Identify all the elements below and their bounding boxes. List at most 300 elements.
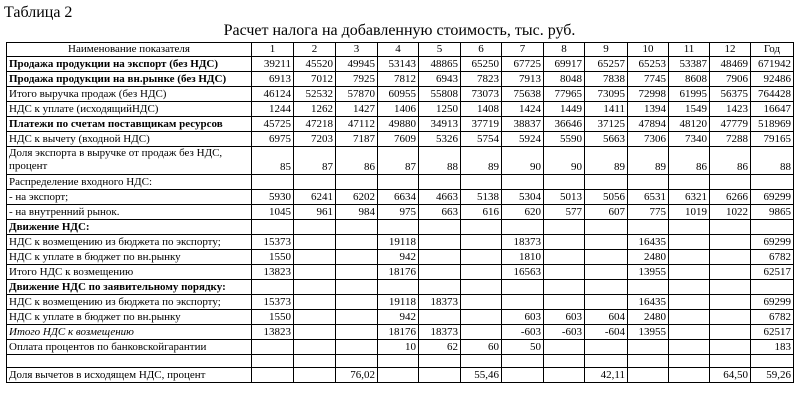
- table-cell: [669, 175, 710, 190]
- table-cell: [419, 175, 461, 190]
- table-cell: [419, 368, 461, 383]
- table-cell: [710, 355, 751, 368]
- table-cell: 984: [336, 205, 378, 220]
- table-cell: [751, 220, 794, 235]
- table-cell: 85: [252, 147, 294, 175]
- table-cell: [751, 355, 794, 368]
- table-row: [7, 87, 794, 102]
- table-row: [7, 295, 794, 310]
- row-label: Платежи по счетам поставщикам ресурсов: [7, 117, 252, 132]
- table-cell: 942: [378, 310, 419, 325]
- row-label: Итого НДС к возмещению: [7, 325, 252, 340]
- row-label: НДС к возмещению из бюджета по экспорту;: [7, 295, 252, 310]
- table-cell: 90: [544, 147, 585, 175]
- table-cell: 34913: [419, 117, 461, 132]
- table-cell: [628, 280, 669, 295]
- table-cell: [252, 340, 294, 355]
- table-cell: 16435: [628, 295, 669, 310]
- row-label: Продажа продукции на экспорт (без НДС): [7, 57, 252, 72]
- table-cell: 13955: [628, 325, 669, 340]
- table-cell: 5013: [544, 190, 585, 205]
- table-cell: 620: [502, 205, 544, 220]
- table-cell: 47112: [336, 117, 378, 132]
- table-cell: [751, 280, 794, 295]
- row-label: Итого выручка продаж (без НДС): [7, 87, 252, 102]
- table-cell: 6241: [294, 190, 336, 205]
- table-cell: 86: [669, 147, 710, 175]
- table-cell: 57870: [336, 87, 378, 102]
- table-cell: [544, 220, 585, 235]
- table-cell: 88: [751, 147, 794, 175]
- table-cell: 36646: [544, 117, 585, 132]
- table-cell: 961: [294, 205, 336, 220]
- table-row: [7, 72, 794, 87]
- table-cell: 671942: [751, 57, 794, 72]
- table-cell: [544, 295, 585, 310]
- table-row: [7, 205, 794, 220]
- table-cell: 5056: [585, 190, 628, 205]
- row-label: - на внутренний рынок.: [7, 205, 252, 220]
- row-label: Оплата процентов по банковскойгарантии: [7, 340, 252, 355]
- table-caption: Таблица 2: [4, 4, 73, 21]
- table-cell: [336, 355, 378, 368]
- table-cell: 604: [585, 310, 628, 325]
- table-cell: 37719: [461, 117, 502, 132]
- table-cell: 183: [751, 340, 794, 355]
- table-cell: 16435: [628, 235, 669, 250]
- header-col: 4: [378, 43, 419, 57]
- table-cell: 1411: [585, 102, 628, 117]
- table-cell: -603: [544, 325, 585, 340]
- table-cell: [378, 175, 419, 190]
- table-cell: 5590: [544, 132, 585, 147]
- table-cell: 7925: [336, 72, 378, 87]
- header-col: 10: [628, 43, 669, 57]
- table-cell: [544, 235, 585, 250]
- table-cell: 50: [502, 340, 544, 355]
- table-cell: [710, 310, 751, 325]
- table-cell: 60: [461, 340, 502, 355]
- table-cell: [419, 355, 461, 368]
- table-cell: [710, 265, 751, 280]
- table-cell: [294, 235, 336, 250]
- table-cell: [461, 355, 502, 368]
- table-cell: 1262: [294, 102, 336, 117]
- table-cell: 7745: [628, 72, 669, 87]
- table-cell: [585, 355, 628, 368]
- row-label: НДС к возмещению из бюджета по экспорту;: [7, 235, 252, 250]
- table-cell: 1810: [502, 250, 544, 265]
- table-cell: [294, 355, 336, 368]
- table-cell: 18176: [378, 325, 419, 340]
- table-cell: [710, 250, 751, 265]
- table-cell: 1549: [669, 102, 710, 117]
- table-cell: [252, 220, 294, 235]
- table-cell: 1550: [252, 250, 294, 265]
- table-cell: 72998: [628, 87, 669, 102]
- table-cell: 1424: [502, 102, 544, 117]
- table-cell: 89: [461, 147, 502, 175]
- table-cell: [710, 295, 751, 310]
- table-cell: [669, 295, 710, 310]
- table-cell: [461, 265, 502, 280]
- table-cell: [336, 175, 378, 190]
- table-cell: 52532: [294, 87, 336, 102]
- table-cell: [669, 280, 710, 295]
- table-cell: [502, 295, 544, 310]
- table-cell: 19118: [378, 235, 419, 250]
- row-label: Доля экспорта в выручке от продаж без НДС, процент: [7, 147, 252, 175]
- table-cell: [252, 175, 294, 190]
- table-row: [7, 325, 794, 340]
- table-cell: 87: [378, 147, 419, 175]
- table-cell: [378, 368, 419, 383]
- table-cell: [710, 280, 751, 295]
- table-cell: [710, 325, 751, 340]
- table-cell: [544, 175, 585, 190]
- table-cell: 6943: [419, 72, 461, 87]
- table-cell: 15373: [252, 235, 294, 250]
- table-cell: [585, 265, 628, 280]
- table-cell: 2480: [628, 310, 669, 325]
- table-cell: 37125: [585, 117, 628, 132]
- table-cell: [461, 280, 502, 295]
- table-cell: 663: [419, 205, 461, 220]
- header-row: [7, 43, 794, 57]
- table-cell: 616: [461, 205, 502, 220]
- table-cell: [585, 280, 628, 295]
- table-cell: [710, 220, 751, 235]
- table-cell: 6634: [378, 190, 419, 205]
- table-cell: 1427: [336, 102, 378, 117]
- table-row: [7, 190, 794, 205]
- table-cell: [419, 250, 461, 265]
- table-cell: 9865: [751, 205, 794, 220]
- table-cell: -604: [585, 325, 628, 340]
- table-cell: 86: [336, 147, 378, 175]
- table-cell: [336, 220, 378, 235]
- table-cell: [710, 175, 751, 190]
- table-cell: 89: [585, 147, 628, 175]
- table-cell: [461, 325, 502, 340]
- table-row: [7, 310, 794, 325]
- table-cell: 45520: [294, 57, 336, 72]
- row-label: [7, 355, 252, 368]
- table-cell: [294, 250, 336, 265]
- table-cell: 18176: [378, 265, 419, 280]
- table-cell: 8608: [669, 72, 710, 87]
- table-cell: [336, 295, 378, 310]
- table-cell: 73095: [585, 87, 628, 102]
- table-cell: [502, 355, 544, 368]
- table-cell: [336, 325, 378, 340]
- table-cell: [544, 280, 585, 295]
- table-cell: 18373: [419, 295, 461, 310]
- table-cell: 53143: [378, 57, 419, 72]
- table-row: [7, 368, 794, 383]
- table-cell: [710, 235, 751, 250]
- row-label: НДС к уплате (исходящийНДС): [7, 102, 252, 117]
- table-cell: 47894: [628, 117, 669, 132]
- table-cell: [419, 280, 461, 295]
- row-label: Движение НДС по заявительному порядку:: [7, 280, 252, 295]
- table-cell: [669, 265, 710, 280]
- table-row: [7, 175, 794, 190]
- table-cell: 6782: [751, 250, 794, 265]
- table-cell: 1449: [544, 102, 585, 117]
- table-cell: [336, 280, 378, 295]
- row-label: НДС к уплате в бюджет по вн.рынку: [7, 250, 252, 265]
- row-label: Продажа продукции на вн.рынке (без НДС): [7, 72, 252, 87]
- table-cell: [669, 250, 710, 265]
- table-cell: 7340: [669, 132, 710, 147]
- table-cell: 65250: [461, 57, 502, 72]
- table-cell: 7812: [378, 72, 419, 87]
- table-row: [7, 117, 794, 132]
- table-cell: [294, 368, 336, 383]
- table-cell: 16647: [751, 102, 794, 117]
- header-col: 11: [669, 43, 710, 57]
- table-row: [7, 250, 794, 265]
- table-cell: [336, 250, 378, 265]
- table-cell: [419, 310, 461, 325]
- table-cell: 942: [378, 250, 419, 265]
- table-cell: 1019: [669, 205, 710, 220]
- row-label: Движение НДС:: [7, 220, 252, 235]
- table-cell: 775: [628, 205, 669, 220]
- table-cell: [294, 340, 336, 355]
- table-cell: 1022: [710, 205, 751, 220]
- table-cell: 76,02: [336, 368, 378, 383]
- table-cell: 75638: [502, 87, 544, 102]
- table-cell: [419, 265, 461, 280]
- table-cell: 69299: [751, 295, 794, 310]
- table-row: [7, 147, 794, 175]
- table-cell: 7187: [336, 132, 378, 147]
- table-cell: [294, 265, 336, 280]
- table-cell: [669, 368, 710, 383]
- table-cell: 15373: [252, 295, 294, 310]
- table-cell: [336, 265, 378, 280]
- table-cell: 6321: [669, 190, 710, 205]
- table-cell: [378, 220, 419, 235]
- table-cell: 55808: [419, 87, 461, 102]
- table-cell: [669, 325, 710, 340]
- table-cell: 6782: [751, 310, 794, 325]
- table-cell: 5924: [502, 132, 544, 147]
- table-cell: [544, 355, 585, 368]
- table-title: Расчет налога на добавленную стоимость, тыс. руб.: [223, 22, 576, 39]
- table-cell: 64,50: [710, 368, 751, 383]
- table-cell: 13955: [628, 265, 669, 280]
- table-cell: 7906: [710, 72, 751, 87]
- row-label: Распределение входного НДС:: [7, 175, 252, 190]
- table-cell: 607: [585, 205, 628, 220]
- table-cell: [585, 340, 628, 355]
- header-col: 6: [461, 43, 502, 57]
- table-cell: [294, 220, 336, 235]
- table-cell: 603: [544, 310, 585, 325]
- table-row: [7, 220, 794, 235]
- table-cell: 89: [628, 147, 669, 175]
- table-cell: 13823: [252, 265, 294, 280]
- table-cell: 42,11: [585, 368, 628, 383]
- table-cell: 16563: [502, 265, 544, 280]
- table-cell: 10: [378, 340, 419, 355]
- table-row: [7, 265, 794, 280]
- table-cell: 88: [419, 147, 461, 175]
- table-cell: [294, 325, 336, 340]
- table-cell: 1408: [461, 102, 502, 117]
- table-cell: [252, 368, 294, 383]
- table-row: [7, 57, 794, 72]
- table-cell: [628, 340, 669, 355]
- table-cell: 67725: [502, 57, 544, 72]
- table-cell: 38837: [502, 117, 544, 132]
- table-row: [7, 102, 794, 117]
- table-cell: 5930: [252, 190, 294, 205]
- table-cell: [378, 355, 419, 368]
- table-cell: [544, 368, 585, 383]
- header-col: 9: [585, 43, 628, 57]
- table-cell: [628, 368, 669, 383]
- table-row: [7, 280, 794, 295]
- table-cell: [544, 340, 585, 355]
- table-cell: 90: [502, 147, 544, 175]
- table-cell: [419, 235, 461, 250]
- table-cell: [336, 310, 378, 325]
- table-cell: [544, 265, 585, 280]
- table-cell: 5326: [419, 132, 461, 147]
- table-cell: 8048: [544, 72, 585, 87]
- table-cell: 5304: [502, 190, 544, 205]
- table-cell: 86: [710, 147, 751, 175]
- table-cell: 6975: [252, 132, 294, 147]
- table-cell: [628, 175, 669, 190]
- table-cell: [669, 235, 710, 250]
- table-cell: [669, 340, 710, 355]
- table-cell: [378, 280, 419, 295]
- table-cell: [461, 250, 502, 265]
- table-cell: 73073: [461, 87, 502, 102]
- table-row: [7, 355, 794, 368]
- header-col: 1: [252, 43, 294, 57]
- table-cell: 7203: [294, 132, 336, 147]
- row-label: Доля вычетов в исходящем НДС, процент: [7, 368, 252, 383]
- table-cell: 1394: [628, 102, 669, 117]
- table-cell: [252, 355, 294, 368]
- table-cell: 518969: [751, 117, 794, 132]
- table-cell: 55,46: [461, 368, 502, 383]
- table-cell: [751, 175, 794, 190]
- table-cell: 5754: [461, 132, 502, 147]
- table-cell: 6266: [710, 190, 751, 205]
- vat-table: [6, 42, 794, 383]
- table-cell: 1423: [710, 102, 751, 117]
- table-cell: 59,26: [751, 368, 794, 383]
- header-indicator-name: Наименование показателя: [7, 43, 252, 57]
- row-label: Итого НДС к возмещению: [7, 265, 252, 280]
- table-cell: [585, 220, 628, 235]
- table-cell: [461, 220, 502, 235]
- table-cell: [294, 310, 336, 325]
- table-cell: 5663: [585, 132, 628, 147]
- table-cell: [294, 295, 336, 310]
- table-cell: [461, 295, 502, 310]
- table-cell: [336, 235, 378, 250]
- table-cell: 18373: [419, 325, 461, 340]
- table-cell: 48120: [669, 117, 710, 132]
- table-cell: [669, 220, 710, 235]
- table-cell: 18373: [502, 235, 544, 250]
- table-cell: 1244: [252, 102, 294, 117]
- table-row: [7, 340, 794, 355]
- table-cell: [585, 250, 628, 265]
- table-cell: 61995: [669, 87, 710, 102]
- table-cell: [669, 310, 710, 325]
- table-cell: 87: [294, 147, 336, 175]
- table-cell: 7838: [585, 72, 628, 87]
- table-cell: 6531: [628, 190, 669, 205]
- header-col: 8: [544, 43, 585, 57]
- table-cell: 19118: [378, 295, 419, 310]
- table-cell: [669, 355, 710, 368]
- table-cell: 79165: [751, 132, 794, 147]
- table-cell: 1406: [378, 102, 419, 117]
- table-cell: [419, 220, 461, 235]
- table-cell: [294, 175, 336, 190]
- table-cell: [294, 280, 336, 295]
- table-cell: [461, 175, 502, 190]
- table-cell: [544, 250, 585, 265]
- table-cell: 48865: [419, 57, 461, 72]
- table-cell: 62517: [751, 325, 794, 340]
- header-col: 7: [502, 43, 544, 57]
- table-cell: 764428: [751, 87, 794, 102]
- table-cell: 56375: [710, 87, 751, 102]
- table-cell: 60955: [378, 87, 419, 102]
- table-cell: 4663: [419, 190, 461, 205]
- row-label: - на экспорт;: [7, 190, 252, 205]
- table-cell: 7823: [461, 72, 502, 87]
- table-cell: 65257: [585, 57, 628, 72]
- table-cell: 39211: [252, 57, 294, 72]
- table-cell: 49880: [378, 117, 419, 132]
- table-cell: 92486: [751, 72, 794, 87]
- row-label: НДС к вычету (входной НДС): [7, 132, 252, 147]
- table-cell: 7012: [294, 72, 336, 87]
- header-col: 12: [710, 43, 751, 57]
- table-row: [7, 132, 794, 147]
- table-cell: [502, 280, 544, 295]
- table-row: [7, 235, 794, 250]
- table-cell: 7913: [502, 72, 544, 87]
- table-cell: [585, 175, 628, 190]
- table-cell: 69299: [751, 235, 794, 250]
- header-col: 3: [336, 43, 378, 57]
- table-cell: 1550: [252, 310, 294, 325]
- table-cell: 6202: [336, 190, 378, 205]
- table-cell: [461, 310, 502, 325]
- table-cell: 603: [502, 310, 544, 325]
- header-col: 5: [419, 43, 461, 57]
- table-cell: 47779: [710, 117, 751, 132]
- table-cell: 65253: [628, 57, 669, 72]
- table-cell: [710, 340, 751, 355]
- table-cell: 7306: [628, 132, 669, 147]
- table-cell: 1250: [419, 102, 461, 117]
- table-cell: 69299: [751, 190, 794, 205]
